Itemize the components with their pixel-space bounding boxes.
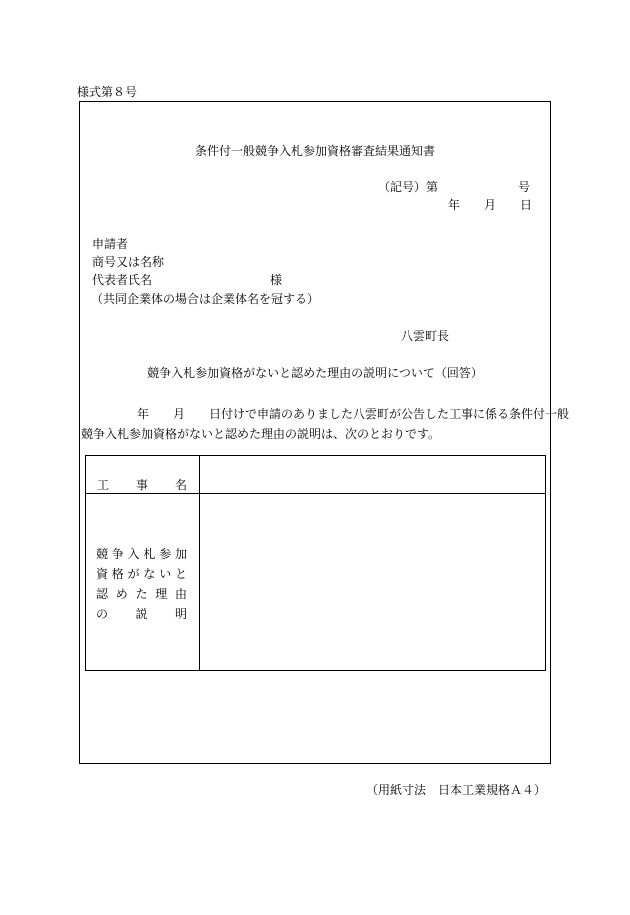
reference-label: （記号）第 — [378, 180, 439, 194]
body-year: 年 — [137, 407, 150, 421]
representative-label: 代表者氏名 — [92, 273, 153, 287]
reason-label-cell — [86, 494, 200, 671]
work-name-label-char: 事 — [135, 478, 148, 492]
body-line-2: 競争入札参加資格がないと認めた理由の説明は、次のとおりです。 — [81, 427, 441, 441]
reason-label-line-2: 資 格 が な い と — [96, 567, 187, 581]
reference-number-suffix: 号 — [518, 180, 531, 194]
form-number: 様式第８号 — [77, 85, 138, 99]
work-name-value-cell — [200, 456, 546, 494]
body-line-1-rest: 日付けで申請のありました八雲町が公告した工事に係る条件付一般 — [209, 407, 570, 421]
work-name-label-char: 名 — [174, 478, 187, 492]
sender-name: 八雲町長 — [401, 329, 450, 343]
joint-venture-note: （共同企業体の場合は企業体名を冠する） — [91, 292, 320, 306]
construction-info-table — [85, 455, 546, 671]
trade-name-label: 商号又は名称 — [92, 255, 165, 269]
paper-size-footnote: （用紙寸法 日本工業規格Ａ４） — [366, 783, 547, 797]
honorific: 様 — [270, 273, 283, 287]
date-day: 日 — [520, 198, 533, 212]
work-name-label-cell — [86, 456, 200, 494]
reason-value-cell — [200, 494, 546, 671]
date-month: 月 — [484, 198, 497, 212]
date-year: 年 — [448, 198, 461, 212]
reason-label-line-4: の 説 明 — [96, 607, 187, 621]
applicant-label: 申請者 — [92, 237, 129, 251]
work-name-label-char: 工 — [97, 478, 110, 492]
document-title: 条件付一般競争入札参加資格審査結果通知書 — [194, 144, 435, 158]
body-line-1 — [137, 405, 569, 422]
body-month: 月 — [173, 407, 186, 421]
reason-label-line-1: 競 争 入 札 参 加 — [96, 547, 187, 561]
document-subtitle: 競争入札参加資格がないと認めた理由の説明について（回答） — [147, 366, 483, 380]
reason-label-line-3: 認 め た 理 由 — [96, 587, 187, 601]
